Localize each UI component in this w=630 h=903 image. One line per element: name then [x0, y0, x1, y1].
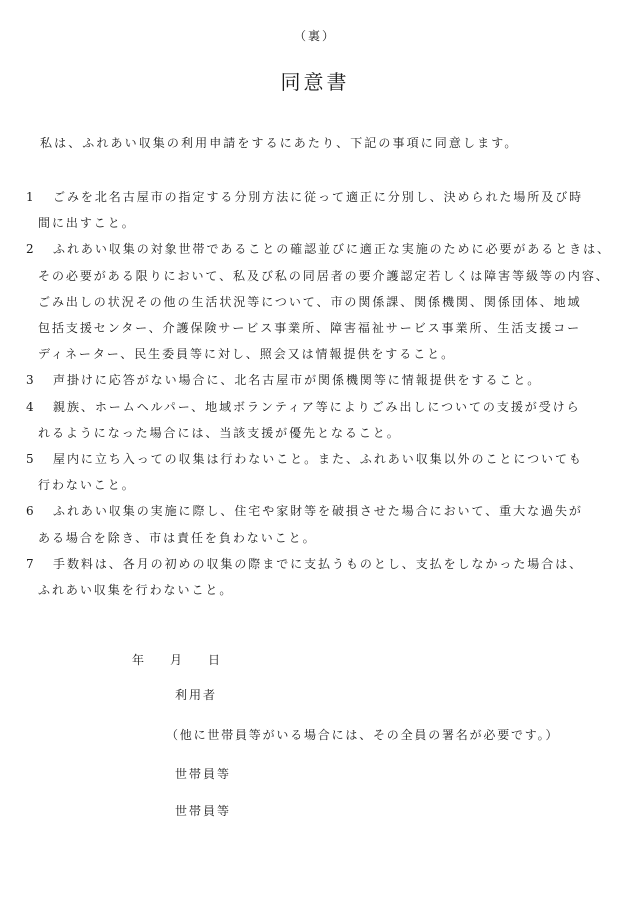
date-line	[132, 651, 220, 668]
back-side-mark: （裏）	[293, 29, 336, 43]
consent-item-line: 間に出すこと。	[38, 216, 136, 231]
consent-item-line: ごみを北名古屋市の指定する分別方法に従って適正に分別し、決められた場所及び時	[53, 190, 584, 204]
consent-item-number: 4	[26, 399, 34, 414]
consent-item	[26, 498, 616, 550]
consent-item-line: ある場合を除き、市は責任を負わないこと。	[38, 530, 317, 545]
consent-item-number: 2	[26, 242, 34, 257]
consent-item	[26, 394, 616, 446]
date-year-label: 年	[132, 653, 145, 667]
consent-item-line: 手数料は、各月の初めの収集の際までに支払うものとし、支払をしなかった場合は、	[53, 556, 584, 571]
consent-item-number: 7	[26, 556, 34, 571]
page-title: 同意書	[280, 70, 350, 94]
consent-item-number: 5	[26, 452, 34, 467]
consent-items-list	[26, 184, 616, 603]
consent-item-line: ふれあい収集を行わないこと。	[38, 583, 234, 598]
consent-item-line: れるようになった場合には、当該支援が優先となること。	[38, 425, 401, 440]
consent-item-line: ディネーター、民生委員等に対し、照会又は情報提供をすること。	[38, 347, 456, 362]
date-day-label: 日	[208, 653, 221, 667]
consent-item	[26, 367, 616, 393]
household-member-label-1: 世帯員等	[175, 767, 232, 781]
consent-item-number: 1	[26, 190, 34, 204]
consent-item-line: 包括支援センター、介護保険サービス事業所、障害福祉サービス事業所、生活支援コー	[38, 321, 582, 336]
consent-item-line: ごみ出しの状況その他の生活状況等について、市の関係課、関係機関、関係団体、地域	[38, 294, 582, 309]
consent-item-line: 親族、ホームヘルパー、地域ボランティア等によりごみ出しについての支援が受けら	[53, 399, 581, 414]
date-month-label: 月	[170, 653, 183, 667]
consent-item-line: 行わないこと。	[38, 478, 136, 493]
consent-item-number: 6	[26, 504, 34, 519]
intro-text: 私は、ふれあい収集の利用申請をするにあたり、下記の事項に同意します。	[40, 136, 519, 150]
signature-note: （他に世帯員等がいる場合には、その全員の署名が必要です。）	[166, 728, 560, 742]
consent-item-line: ふれあい収集の対象世帯であることの確認並びに適正な実施のために必要があるときは、	[53, 242, 612, 257]
consent-item-number: 3	[26, 373, 34, 388]
consent-item	[26, 551, 616, 603]
consent-item	[26, 446, 616, 498]
consent-item	[26, 236, 616, 367]
consent-item-line: 屋内に立ち入っての収集は行わないこと。また、ふれあい収集以外のことについても	[53, 452, 583, 467]
consent-item-line: 声掛けに応答がない場合に、北名古屋市が関係機関等に情報提供をすること。	[53, 373, 542, 388]
consent-item-line: ふれあい収集の実施に際し、住宅や家財等を破損させた場合において、重大な過失が	[53, 504, 583, 519]
consent-item	[26, 184, 616, 236]
user-signature-label: 利用者	[175, 688, 218, 702]
household-member-label-2: 世帯員等	[175, 804, 232, 818]
consent-item-line: その必要がある限りにおいて、私及び私の同居者の要介護認定若しくは障害等級等の内容、	[38, 268, 610, 283]
